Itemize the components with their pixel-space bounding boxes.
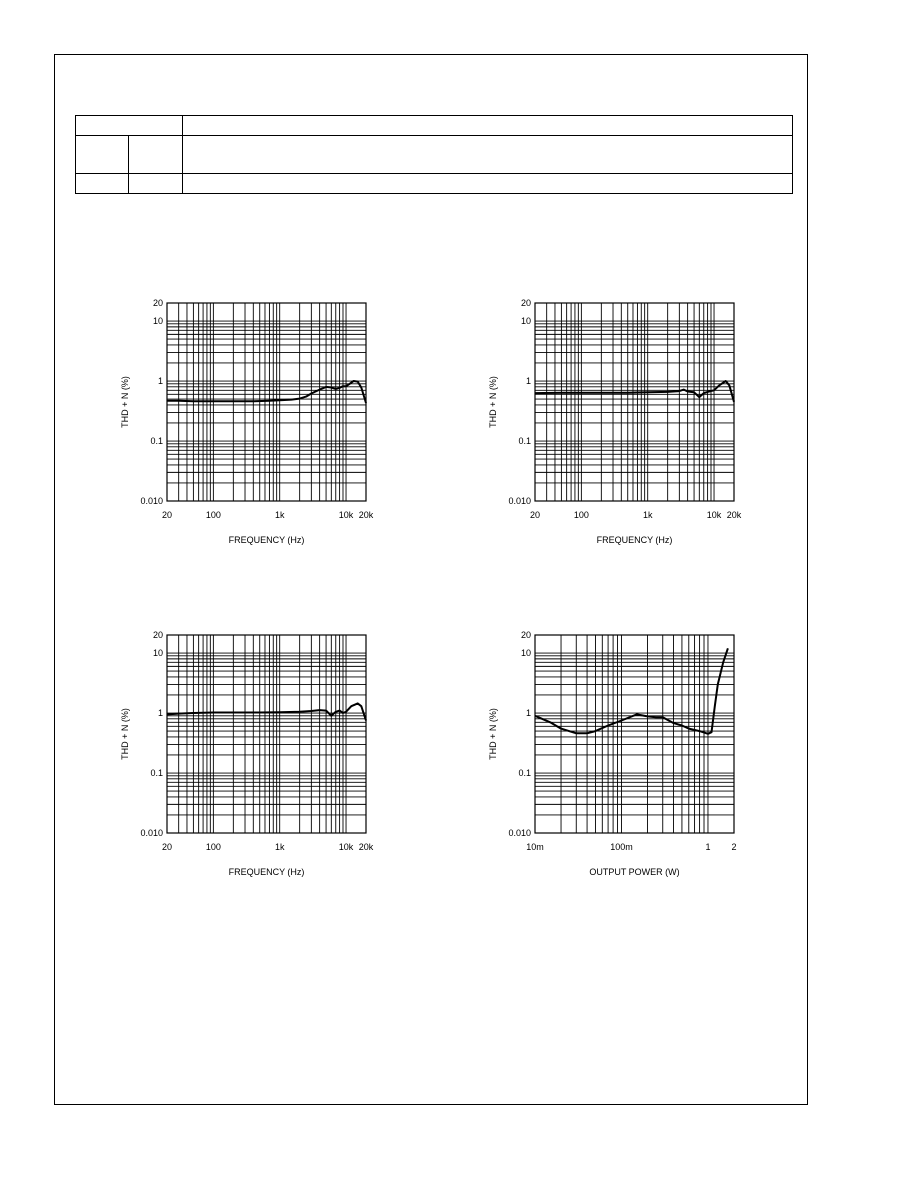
x-tick-label: 1k bbox=[642, 510, 653, 520]
table-cell bbox=[183, 136, 793, 174]
x-tick-label: 1k bbox=[274, 842, 285, 852]
x-axis-label: FREQUENCY (Hz) bbox=[228, 867, 305, 877]
thd-vs-frequency-chart-2 bbox=[478, 295, 768, 550]
x-tick-label: 20k bbox=[358, 510, 374, 520]
table-cell bbox=[183, 174, 793, 194]
page-frame bbox=[54, 54, 808, 1105]
spec-table bbox=[75, 115, 793, 194]
x-axis-label: OUTPUT POWER (W) bbox=[589, 867, 680, 877]
x-tick-label: 10k bbox=[706, 510, 722, 520]
table-row bbox=[76, 136, 793, 174]
x-tick-label: 20k bbox=[726, 510, 742, 520]
table-cell bbox=[129, 174, 183, 194]
x-tick-label: 100 bbox=[205, 510, 221, 520]
y-tick-label: 0.010 bbox=[508, 496, 531, 506]
y-tick-label: 0.010 bbox=[140, 496, 163, 506]
x-tick-label: 1k bbox=[274, 510, 285, 520]
y-tick-label: 10 bbox=[520, 316, 531, 327]
x-tick-label: 2 bbox=[731, 842, 737, 852]
x-tick-label: 20k bbox=[358, 842, 374, 852]
x-tick-label: 10m bbox=[526, 842, 544, 852]
y-tick-label: 0.1 bbox=[518, 768, 531, 779]
y-tick-label: 10 bbox=[520, 648, 531, 659]
y-tick-label: 20 bbox=[520, 630, 531, 640]
y-axis-label: THD + N (%) bbox=[120, 708, 130, 760]
table-row bbox=[76, 174, 793, 194]
y-tick-label: 20 bbox=[152, 630, 163, 640]
y-axis-label: THD + N (%) bbox=[488, 376, 498, 428]
y-tick-label: 1 bbox=[157, 376, 163, 387]
table-row bbox=[76, 116, 793, 136]
y-tick-label: 0.1 bbox=[150, 768, 163, 779]
x-tick-label: 10k bbox=[338, 510, 354, 520]
x-tick-label: 100 bbox=[205, 842, 221, 852]
x-axis-label: FREQUENCY (Hz) bbox=[228, 535, 305, 545]
y-tick-label: 0.010 bbox=[508, 828, 531, 838]
y-axis-label: THD + N (%) bbox=[120, 376, 130, 428]
x-axis-label: FREQUENCY (Hz) bbox=[596, 535, 673, 545]
x-tick-label: 100m bbox=[610, 842, 633, 852]
y-tick-label: 0.1 bbox=[150, 436, 163, 447]
table-cell bbox=[76, 116, 183, 136]
y-tick-label: 10 bbox=[152, 648, 163, 659]
y-tick-label: 10 bbox=[152, 316, 163, 327]
x-tick-label: 20 bbox=[529, 510, 541, 520]
x-tick-label: 10k bbox=[338, 842, 354, 852]
table-cell bbox=[183, 116, 793, 136]
y-tick-label: 1 bbox=[525, 376, 531, 387]
table-cell bbox=[76, 174, 129, 194]
thd-vs-output-power-chart bbox=[478, 627, 768, 882]
y-tick-label: 0.010 bbox=[140, 828, 163, 838]
y-tick-label: 1 bbox=[157, 708, 163, 719]
x-tick-label: 20 bbox=[161, 510, 173, 520]
table-cell bbox=[76, 136, 129, 174]
thd-vs-frequency-chart-1 bbox=[110, 295, 400, 550]
y-tick-label: 1 bbox=[525, 708, 531, 719]
y-tick-label: 0.1 bbox=[518, 436, 531, 447]
thd-vs-frequency-chart-3 bbox=[110, 627, 400, 882]
y-tick-label: 20 bbox=[152, 298, 163, 308]
x-tick-label: 100 bbox=[573, 510, 589, 520]
table-cell bbox=[129, 136, 183, 174]
y-axis-label: THD + N (%) bbox=[488, 708, 498, 760]
x-tick-label: 1 bbox=[705, 842, 711, 852]
x-tick-label: 20 bbox=[161, 842, 173, 852]
y-tick-label: 20 bbox=[520, 298, 531, 308]
